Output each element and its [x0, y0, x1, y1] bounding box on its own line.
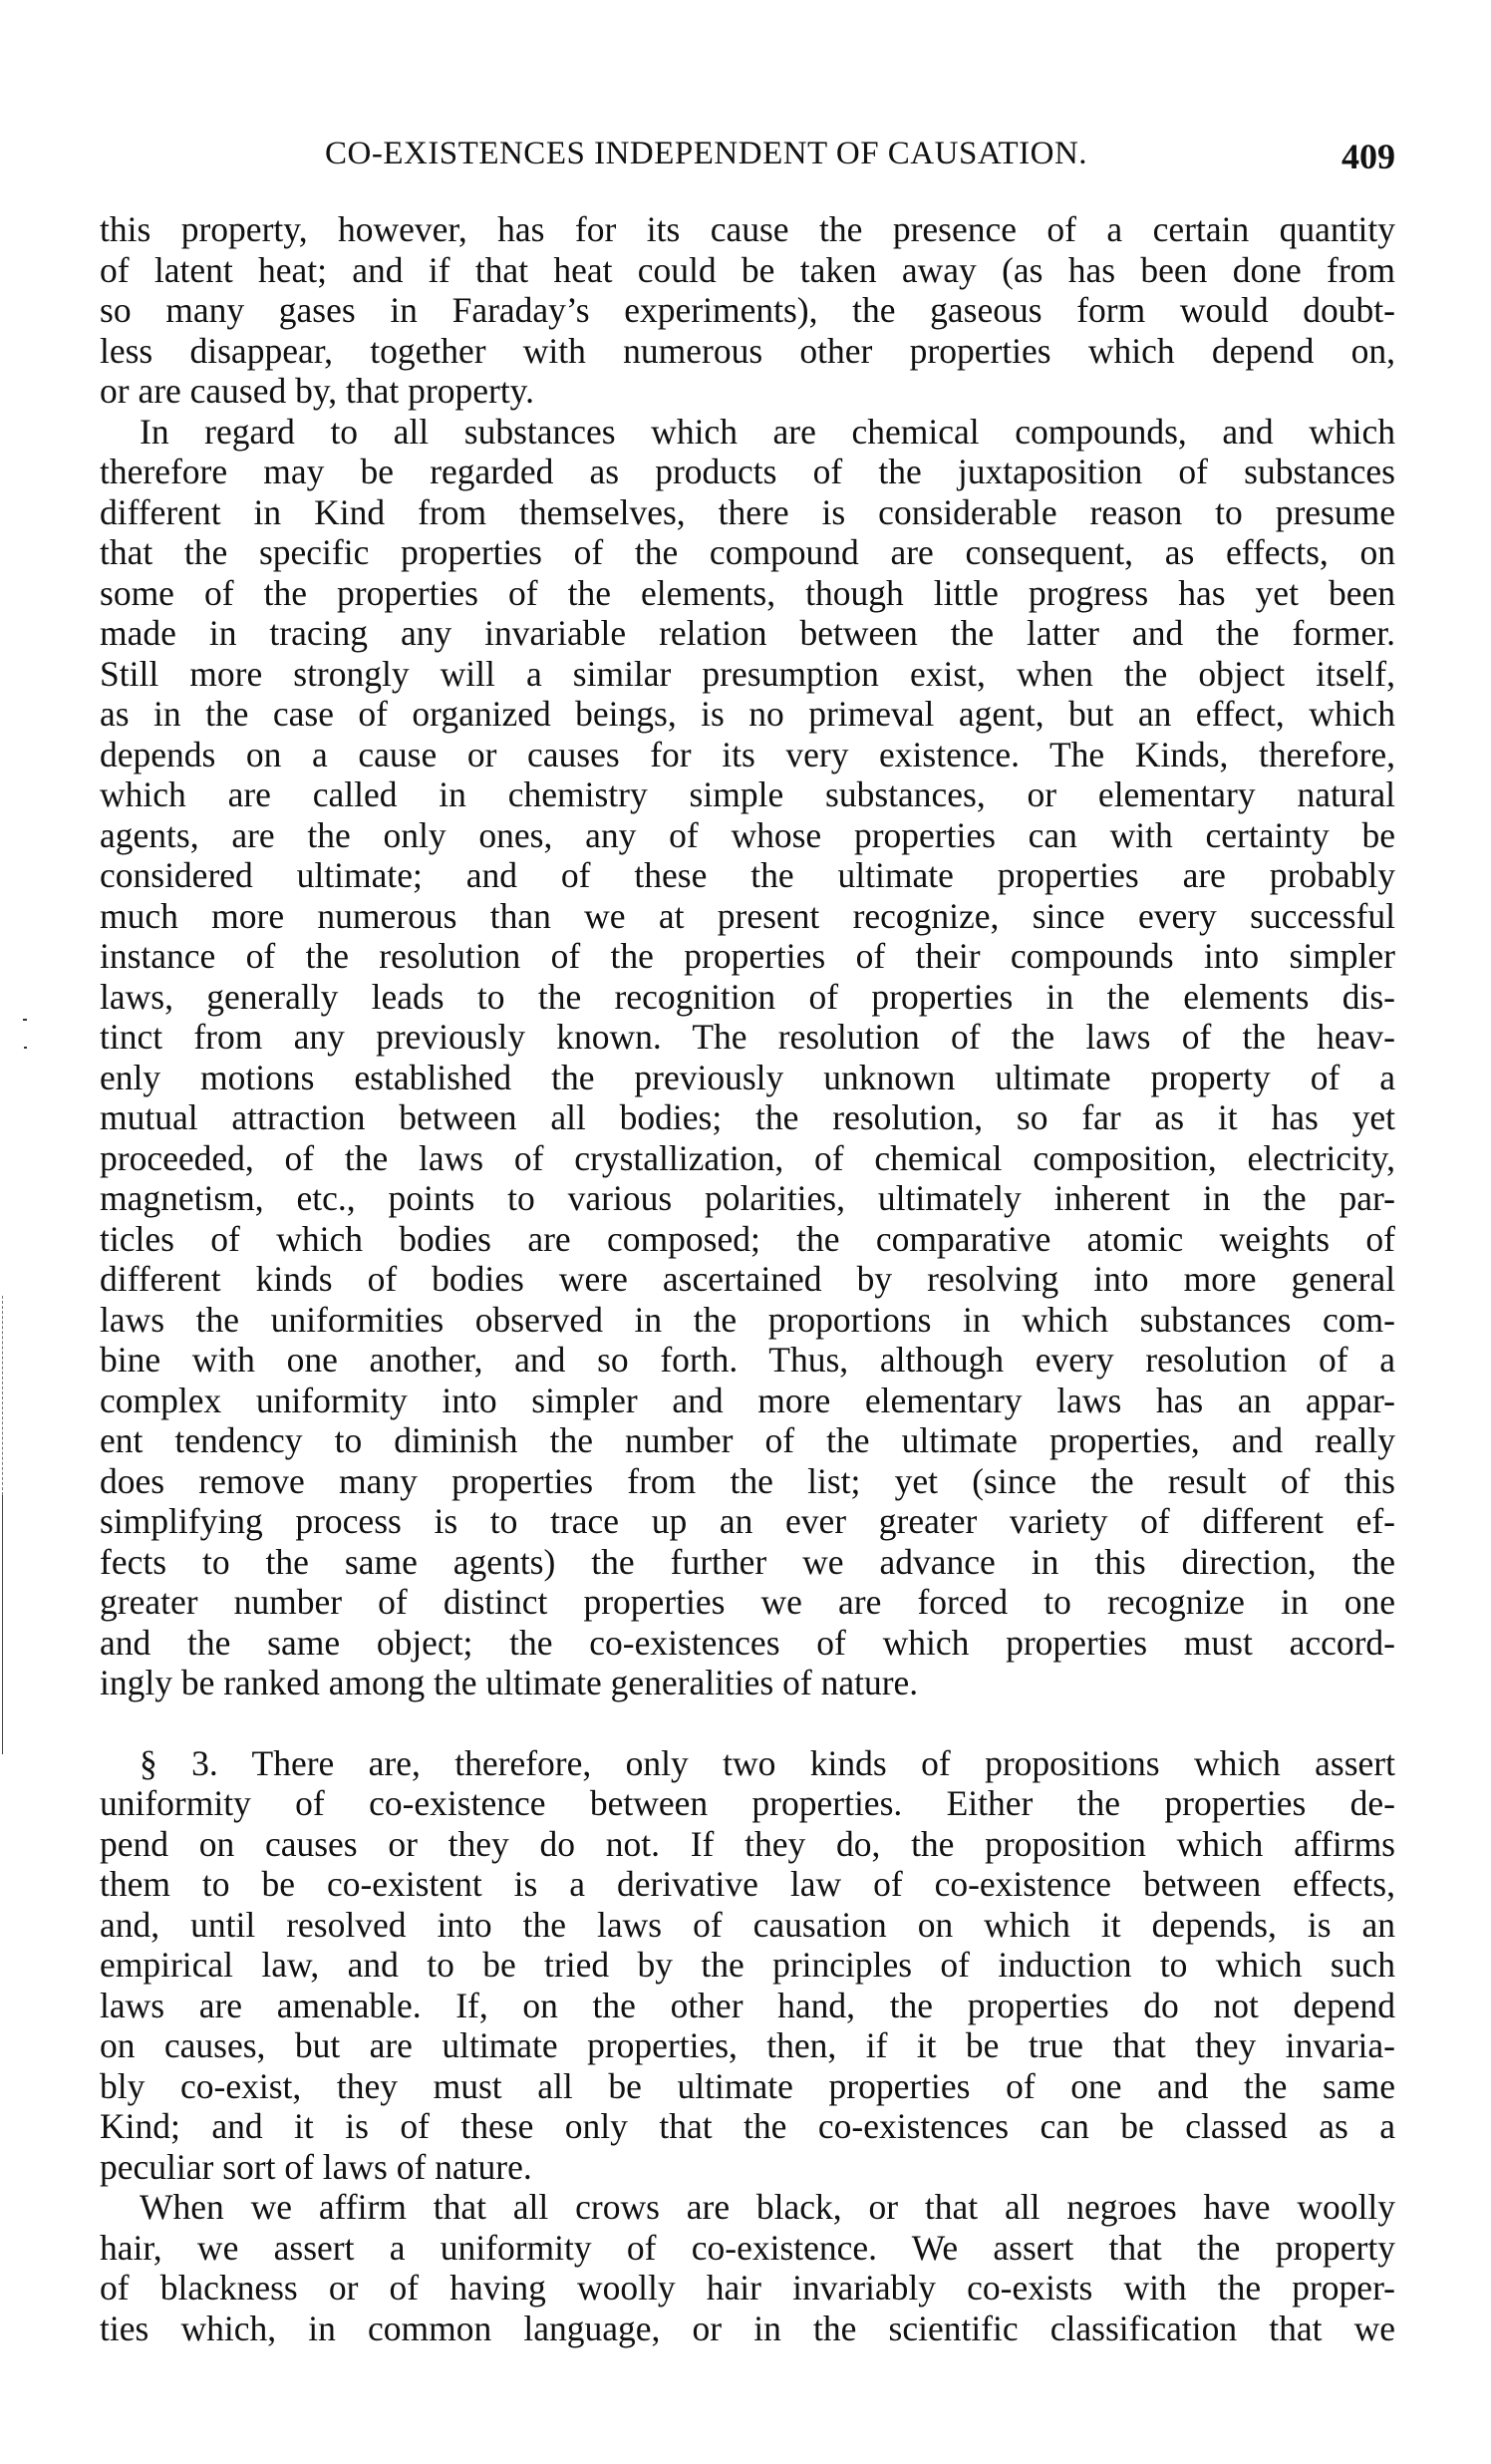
text-line: laws are amenable. If, on the other hand, the properties do not depend [100, 1985, 1395, 2025]
text-line: peculiar sort of laws of nature. [100, 2146, 532, 2187]
text-line: enly motions established the previously unknown ultimate property of a [100, 1057, 1395, 1097]
text-line: magnetism, etc., points to various polarities, ultimately inherent in the par- [100, 1178, 1395, 1218]
text-line: empirical law, and to be tried by the principles of induction to which such [100, 1945, 1395, 1985]
text-line: agents, are the only ones, any of whose properties can with certainty be [100, 814, 1395, 855]
margin-mark [23, 1019, 27, 1021]
text-line: some of the properties of the elements, though little progress has yet been [100, 572, 1395, 613]
text-line: as in the case of organized beings, is no primeval agent, but an effect, which [100, 694, 1395, 734]
text-line: on causes, but are ultimate properties, then, if it be true that they invaria- [100, 2025, 1395, 2065]
text-line: laws the uniformities observed in the proportions in which substances com- [100, 1299, 1395, 1340]
text-line: that the specific properties of the compound are consequent, as effects, on [100, 532, 1395, 572]
text-line: therefore may be regarded as products of the juxtaposition of substances [100, 452, 1395, 491]
text-line: mutual attraction between all bodies; the resolution, so far as it has yet [100, 1097, 1395, 1137]
text-line: this property, however, has for its cause the presence of a certain quantity [100, 209, 1395, 249]
text-line: proceeded, of the laws of crystallization, of chemical composition, electricity, [100, 1137, 1395, 1178]
margin-mark [24, 1047, 27, 1049]
text-line: of blackness or of having woolly hair invariably co-exists with the proper- [100, 2268, 1395, 2308]
scan-edge-line [2, 1495, 3, 1754]
text-line: § 3. There are, therefore, only two kinds of propositions which assert [140, 1742, 1395, 1783]
text-line: bine with one another, and so forth. Thus, although every resolution of a [100, 1340, 1395, 1380]
text-line: uniformity of co-existence between properties. Either the properties de- [100, 1783, 1395, 1823]
text-line: pend on causes or they do not. If they do, the proposition which affirms [100, 1823, 1395, 1864]
paragraph [100, 209, 1395, 412]
text-line: made in tracing any invariable relation between the latter and the former. [100, 613, 1395, 653]
body-text [100, 209, 1395, 2348]
text-line: ingly be ranked among the ultimate generalities of nature. [100, 1663, 919, 1702]
text-line: instance of the resolution of the properties of their compounds into simpler [100, 936, 1395, 976]
text-line: Kind; and it is of these only that the co-existences can be classed as a [100, 2106, 1395, 2146]
text-line: or are caused by, that property. [100, 371, 535, 411]
text-line: them to be co-existent is a derivative law of co-existence between effects, [100, 1864, 1395, 1904]
text-line: Still more strongly will a similar presumption exist, when the object itself, [100, 653, 1395, 694]
text-line: considered ultimate; and of these the ultimate properties are probably [100, 855, 1395, 895]
paragraph [100, 412, 1395, 1703]
page-number: 409 [1342, 137, 1395, 176]
paragraph [100, 2187, 1395, 2348]
page-header [100, 136, 1395, 179]
text-line: ties which, in common language, or in the scientific classification that we [100, 2308, 1395, 2348]
text-line: simplifying process is to trace up an ever greater variety of different ef- [100, 1501, 1395, 1541]
text-line: less disappear, together with numerous other properties which depend on, [100, 330, 1395, 371]
scan-edge-line [2, 1296, 4, 1495]
text-line: and the same object; the co-existences of which properties must accord- [100, 1622, 1395, 1663]
text-line: and, until resolved into the laws of causation on which it depends, is an [100, 1904, 1395, 1945]
text-line: ent tendency to diminish the number of the ultimate properties, and really [100, 1420, 1395, 1460]
text-line: In regard to all substances which are chemical compounds, and which [140, 411, 1395, 452]
running-head: CO-EXISTENCES INDEPENDENT OF CAUSATION. [325, 136, 1088, 171]
text-line: When we affirm that all crows are black, or that all negroes have woolly [140, 2187, 1395, 2227]
text-line: hair, we assert a uniformity of co-existence. We assert that the property [100, 2227, 1395, 2268]
text-line: tinct from any previously known. The resolution of the laws of the heav- [100, 1017, 1395, 1057]
text-line: laws, generally leads to the recognition of properties in the elements dis- [100, 976, 1395, 1017]
text-line: which are called in chemistry simple substances, or elementary natural [100, 774, 1395, 814]
text-line: complex uniformity into simpler and more elementary laws has an appar- [100, 1380, 1395, 1420]
text-line: bly co-exist, they must all be ultimate properties of one and the same [100, 2065, 1395, 2106]
text-line: much more numerous than we at present recognize, since every successful [100, 895, 1395, 936]
text-line: so many gases in Faraday’s experiments), the gaseous form would doubt- [100, 290, 1395, 330]
text-line: greater number of distinct properties we are forced to recognize in one [100, 1582, 1395, 1622]
paragraph [100, 1743, 1395, 2188]
text-line: fects to the same agents) the further we advance in this direction, the [100, 1541, 1395, 1582]
text-line: does remove many properties from the list; yet (since the result of this [100, 1460, 1395, 1501]
section-gap [100, 1703, 1395, 1743]
text-line: ticles of which bodies are composed; the comparative atomic weights of [100, 1218, 1395, 1259]
text-line: different kinds of bodies were ascertained by resolving into more general [100, 1259, 1395, 1299]
text-line: depends on a cause or causes for its very existence. The Kinds, therefore, [100, 734, 1395, 774]
text-line: different in Kind from themselves, there is considerable reason to presume [100, 491, 1395, 532]
text-line: of latent heat; and if that heat could be taken away (as has been done from [100, 249, 1395, 290]
